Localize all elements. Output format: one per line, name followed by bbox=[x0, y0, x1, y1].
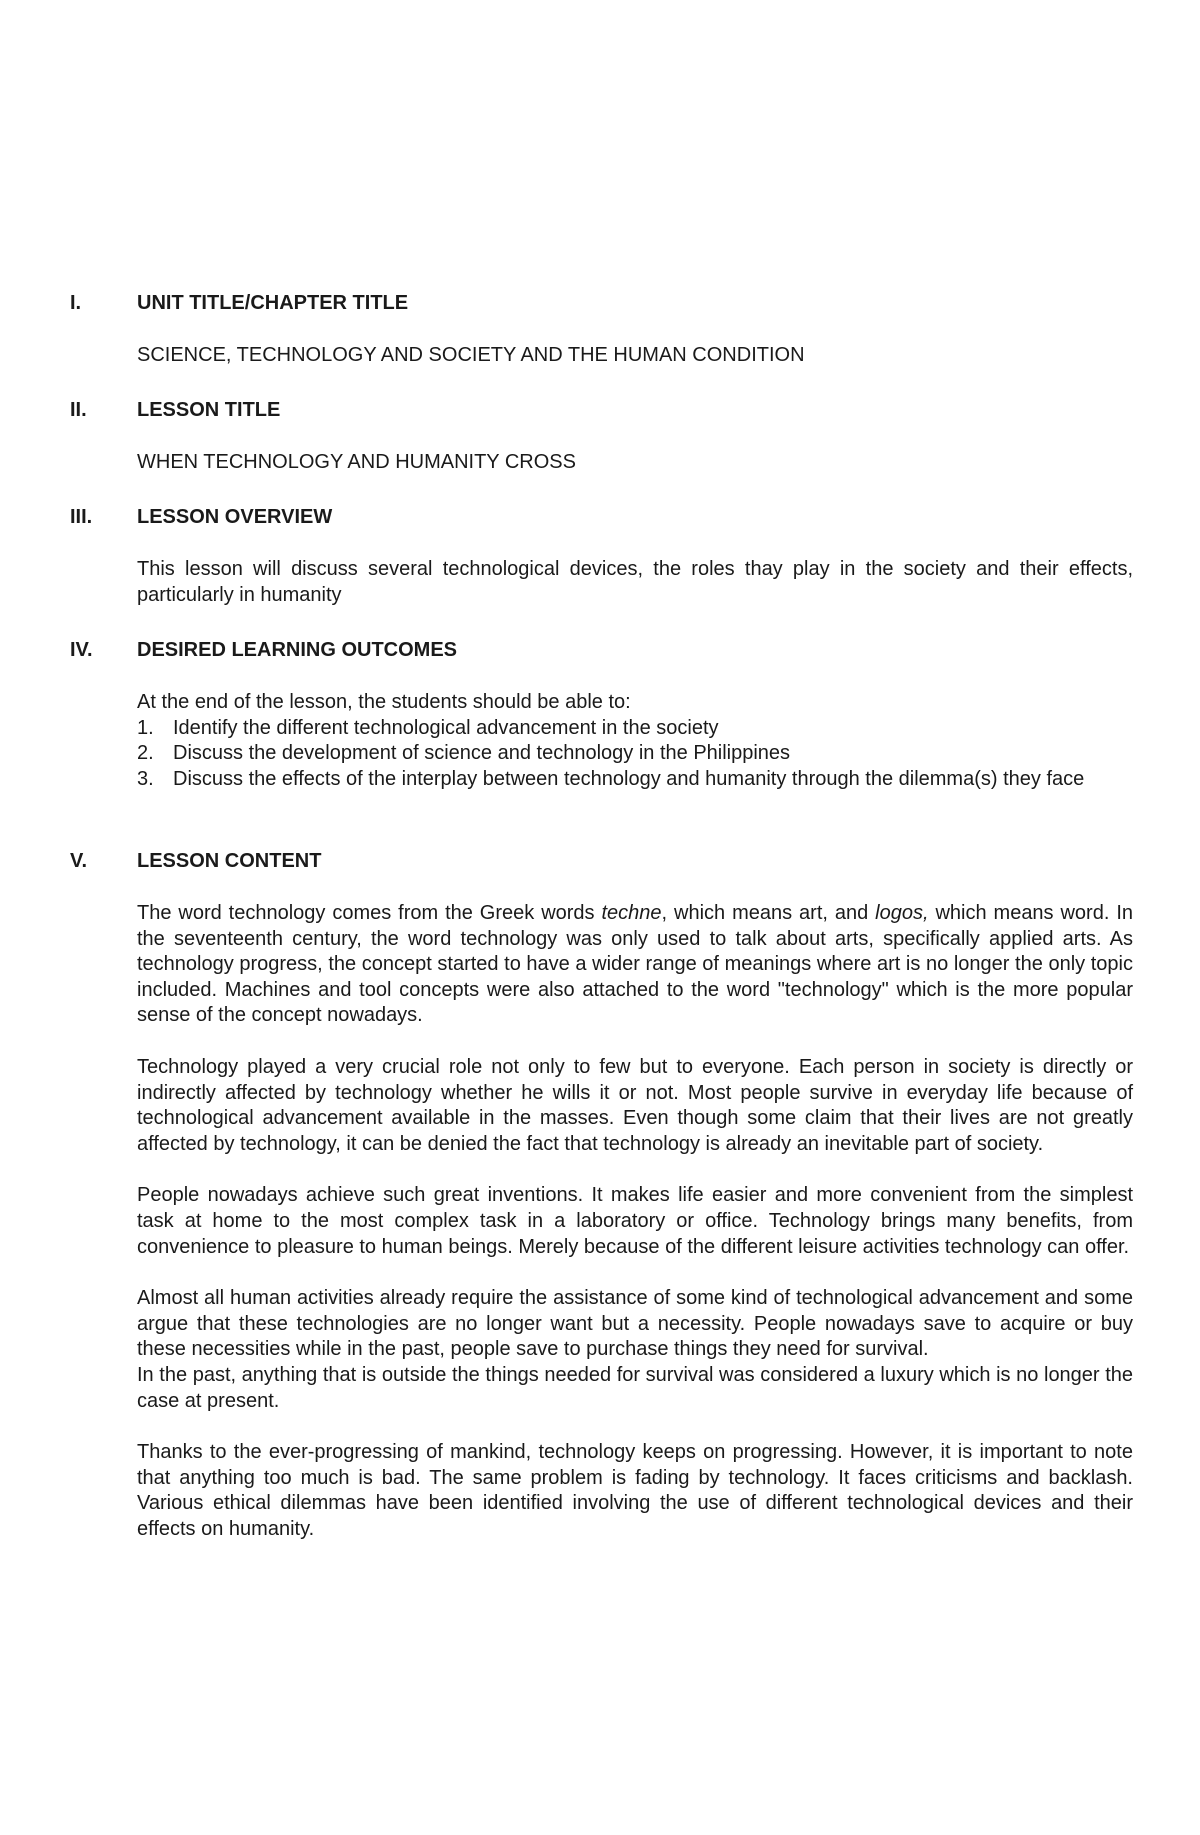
content-paragraph-1 bbox=[137, 901, 1133, 1029]
section-title: LESSON CONTENT bbox=[137, 850, 322, 872]
section-number: IV. bbox=[70, 639, 93, 661]
content-paragraph-6: Thanks to the ever-progressing of mankind, technology keeps on progressing. However, it is important to note that anything too much is bad. The same problem is fading by technology. It faces criticisms and backlash. Various ethical dilemmas have been identified involving the use of different technological devices and their effects on humanity. bbox=[137, 1441, 1133, 1540]
list-item-text: Discuss the effects of the interplay between technology and humanity through the dilemma(s) they face bbox=[173, 767, 1085, 790]
section-lesson-overview bbox=[70, 504, 1135, 608]
list-item-number: 2. bbox=[137, 742, 154, 765]
section-body bbox=[137, 450, 1133, 476]
section-heading bbox=[70, 397, 1135, 423]
outcomes-list bbox=[137, 716, 1133, 793]
section-heading bbox=[70, 637, 1135, 663]
list-item-text: Identify the different technological advancement in the society bbox=[173, 716, 719, 739]
section-number: V. bbox=[70, 850, 88, 872]
paragraph-text: The word technology comes from the Greek words bbox=[137, 902, 602, 924]
paragraph-text: , which means art, and bbox=[661, 902, 876, 924]
section-number: I. bbox=[70, 292, 82, 314]
list-item-number: 3. bbox=[137, 767, 154, 790]
section-body bbox=[137, 690, 1133, 792]
list-item bbox=[137, 716, 1133, 742]
list-item-number: 1. bbox=[137, 716, 154, 739]
content-paragraph-4: Almost all human activities already require the assistance of some kind of technological advancement and some argue that these technologies are no longer want but a necessity. People nowadays save to acquire or buy these necessities while in the past, people save to purchase things they need for survival. bbox=[137, 1287, 1133, 1361]
list-item bbox=[137, 741, 1133, 767]
italic-term: logos, bbox=[875, 902, 929, 924]
list-item bbox=[137, 767, 1133, 793]
italic-term: techne bbox=[601, 902, 662, 924]
paragraph-text: which means word. In the seventeenth century, the word technology was only used to talk about arts, specifically applied arts. As technology progress, the concept started to have a wider range of meanings where art is no longer the only topic included. Machines and tool concepts were also attached to the word "technology" which is the more popular sense of the concept nowadays. bbox=[137, 902, 1133, 1027]
section-body bbox=[137, 901, 1133, 1542]
section-learning-outcomes bbox=[70, 637, 1135, 792]
unit-title-text: SCIENCE, TECHNOLOGY AND SOCIETY AND THE HUMAN CONDITION bbox=[137, 344, 805, 366]
list-item-text: Discuss the development of science and technology in the Philippines bbox=[173, 742, 791, 765]
outcomes-intro: At the end of the lesson, the students should be able to: bbox=[137, 691, 631, 713]
section-body bbox=[137, 557, 1133, 608]
section-lesson-content bbox=[70, 848, 1135, 1542]
section-title: LESSON OVERVIEW bbox=[137, 506, 333, 528]
section-number: III. bbox=[70, 506, 93, 528]
section-title: DESIRED LEARNING OUTCOMES bbox=[137, 639, 458, 661]
content-paragraph-3: People nowadays achieve such great inventions. It makes life easier and more convenient from the simplest task at home to the most complex task in a laboratory or office. Technology brings many benefits, from convenience to pleasure to human beings. Merely because of the different leisure activities technology can offer. bbox=[137, 1184, 1133, 1258]
section-heading bbox=[70, 290, 1135, 316]
lesson-title-text: WHEN TECHNOLOGY AND HUMANITY CROSS bbox=[137, 451, 576, 473]
section-lesson-title bbox=[70, 397, 1135, 476]
section-title: LESSON TITLE bbox=[137, 399, 281, 421]
section-title: UNIT TITLE/CHAPTER TITLE bbox=[137, 292, 409, 314]
section-heading bbox=[70, 848, 1135, 874]
section-heading bbox=[70, 504, 1135, 530]
content-paragraph-2: Technology played a very crucial role not only to few but to everyone. Each person in society is directly or indirectly affected by technology whether he wills it or not. Most people survive in everyday life because of technological advancement available in the masses. Even though some claim that their lives are not greatly affected by technology, it can be denied the fact that technology is already an inevitable part of society. bbox=[137, 1055, 1133, 1155]
section-body bbox=[137, 343, 1133, 369]
section-unit-title bbox=[70, 290, 1135, 369]
content-paragraph-5: In the past, anything that is outside the things needed for survival was considered a luxury which is no longer the case at present. bbox=[137, 1363, 1133, 1412]
overview-paragraph: This lesson will discuss several technological devices, the roles thay play in the society and their effects, particularly in humanity bbox=[137, 558, 1133, 606]
section-number: II. bbox=[70, 399, 87, 421]
